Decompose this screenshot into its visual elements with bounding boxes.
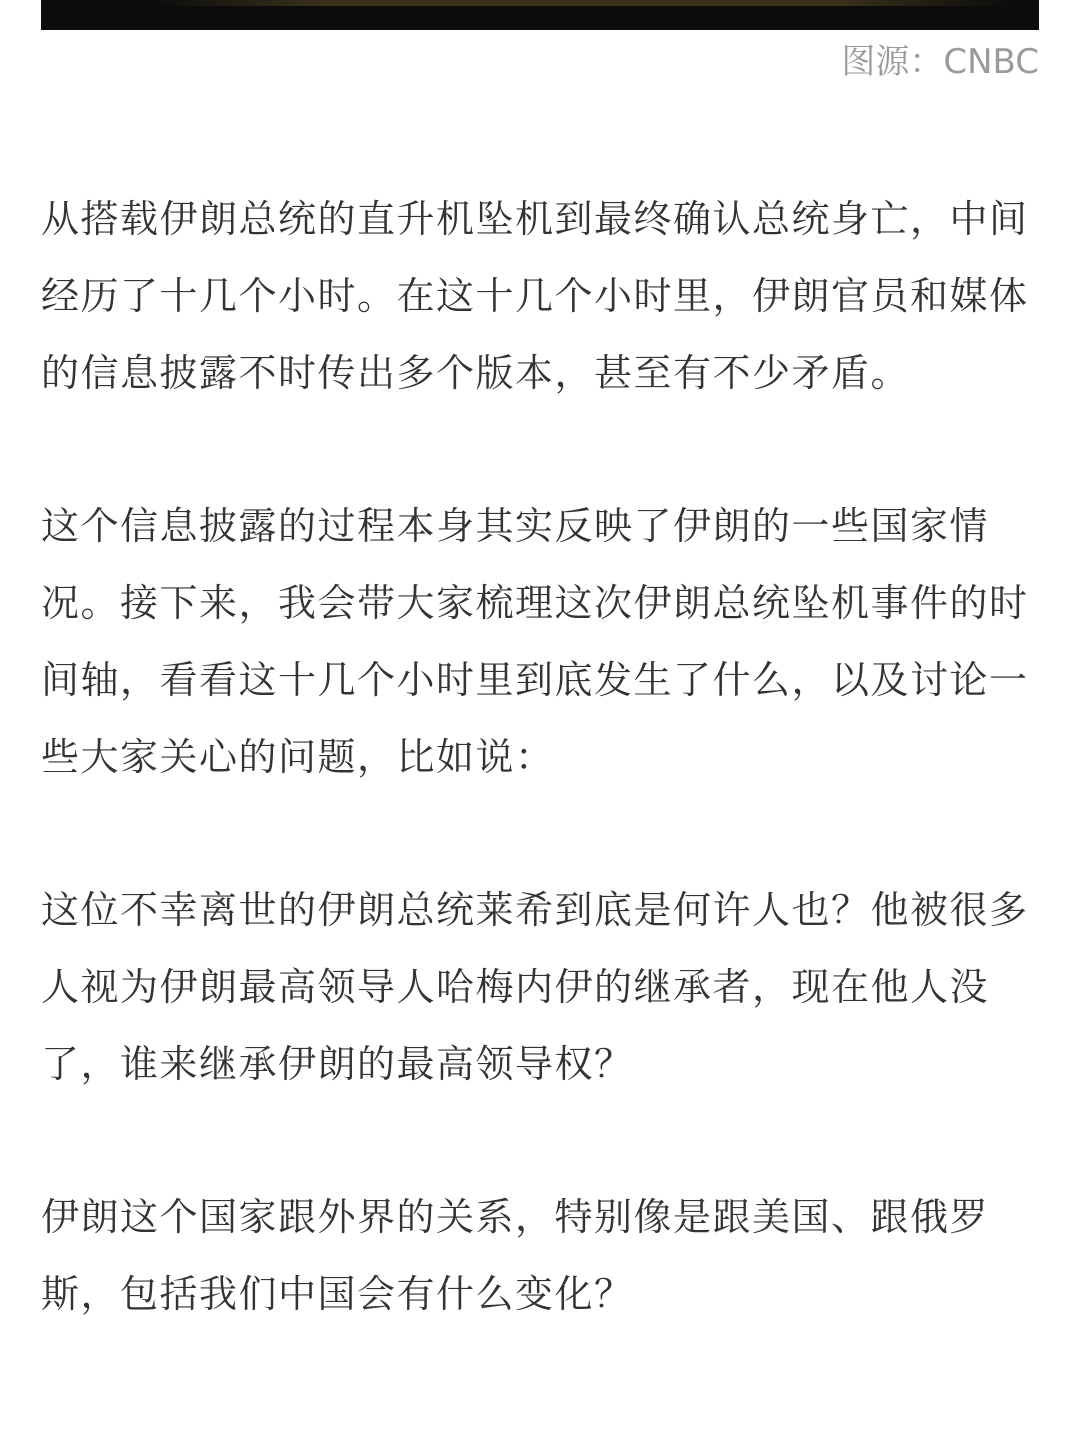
article-paragraph: 从搭载伊朗总统的直升机坠机到最终确认总统身亡，中间经历了十几个小时。在这十几个小时里，伊朗官员和媒体的信息披露不时传出多个版本，甚至有不少矛盾。: [41, 197, 1029, 395]
image-headline-text-fragment: [151, 0, 1011, 6]
article-paragraph: 这位不幸离世的伊朗总统莱希到底是何许人也？他被很多人视为伊朗最高领导人哈梅内伊的继承者，现在他人没了，谁来继承伊朗的最高领导权？: [41, 888, 1029, 1086]
image-caption: 图源：CNBC: [841, 42, 1039, 82]
article-image: [41, 0, 1039, 30]
article-paragraph: 伊朗这个国家跟外界的关系，特别像是跟美国、跟俄罗斯，包括我们中国会有什么变化？: [41, 1195, 990, 1316]
article-paragraph: 这个信息披露的过程本身其实反映了伊朗的一些国家情况。接下来，我会带大家梳理这次伊朗总统坠机事件的时间轴，看看这十几个小时里到底发生了什么，以及讨论一些大家关心的问题，比如说：: [41, 504, 1029, 779]
article-body: [41, 181, 1039, 1409]
